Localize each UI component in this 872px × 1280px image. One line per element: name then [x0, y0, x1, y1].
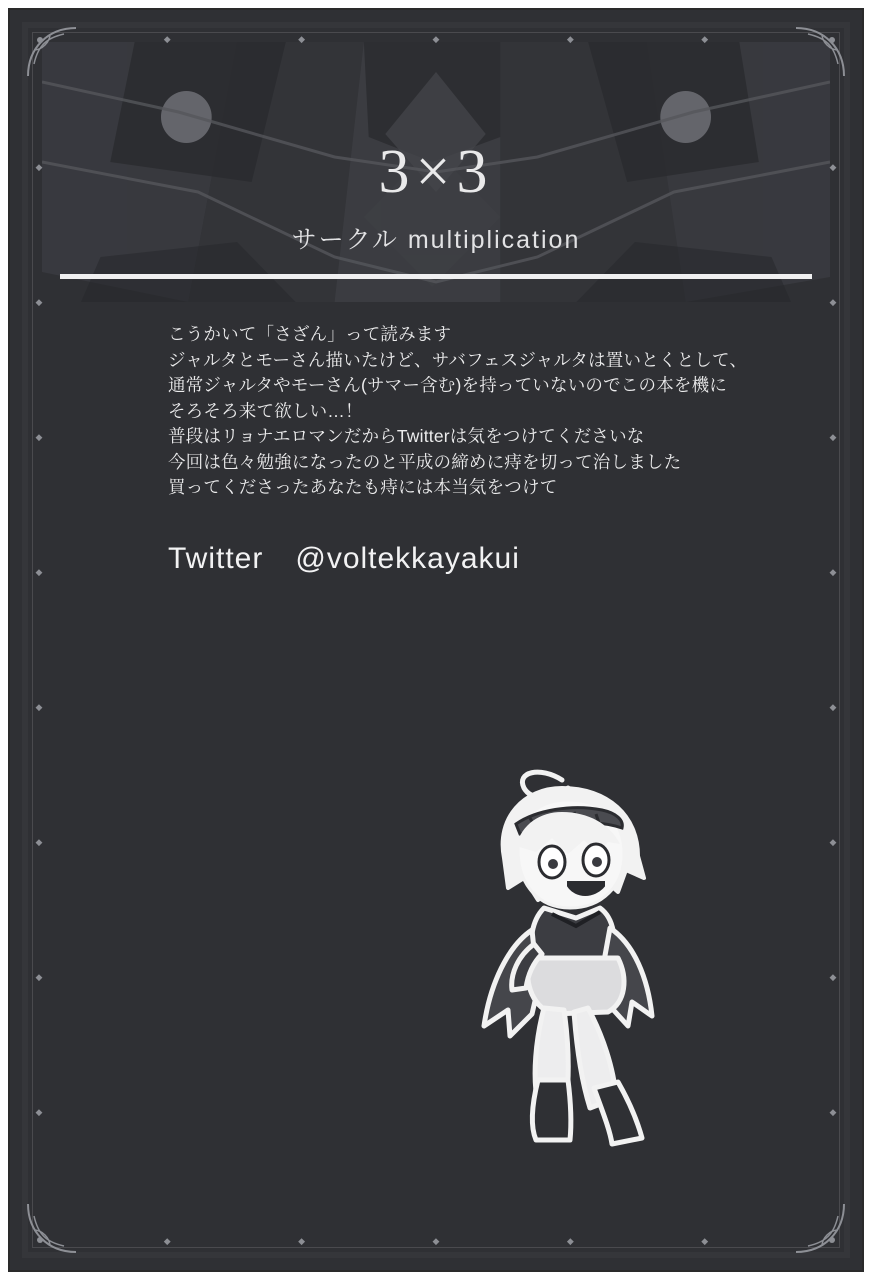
frame-dots-bottom: ◆ ◆ ◆ ◆ ◆	[163, 1235, 709, 1246]
chibi-character-illustration	[412, 758, 712, 1178]
afterword-line: 買ってくださったあなたも痔には本当気をつけて	[168, 477, 558, 497]
afterword-line: 今回は色々勉強になったのと平成の締めに痔を切って治しました	[168, 451, 682, 472]
twitter-contact	[168, 542, 520, 576]
frame-dots-left: ◆ ◆ ◆ ◆ ◆ ◆ ◆ ◆	[35, 162, 43, 1117]
twitter-label: Twitter	[168, 542, 264, 575]
afterword-line: こうかいて「さざん」って読みます	[168, 324, 452, 344]
afterword-line: 普段はリョナエロマンだからTwitterは気をつけてくださいな	[168, 426, 645, 446]
twitter-handle: @voltekkayakui	[295, 542, 520, 575]
frame-dots-top: ◆ ◆ ◆ ◆ ◆	[163, 33, 709, 44]
page-title: 3×3	[378, 138, 494, 206]
afterword-line: 通常ジャルタやモーさん(サマー含む)を持っていないのでこの本を機に	[168, 375, 728, 395]
afterword-line: そろそろ来て欲しい…！	[168, 400, 363, 421]
page-frame	[8, 8, 864, 1272]
page-content	[42, 42, 830, 1238]
frame-dots-right: ◆ ◆ ◆ ◆ ◆ ◆ ◆ ◆	[829, 162, 837, 1117]
title-divider	[60, 274, 812, 279]
afterword-text	[168, 322, 790, 501]
circle-name: サークル multiplication	[291, 226, 581, 254]
afterword-line: ジャルタとモーさん描いたけど、サバフェスジャルタは置いとくとして、	[168, 349, 748, 370]
